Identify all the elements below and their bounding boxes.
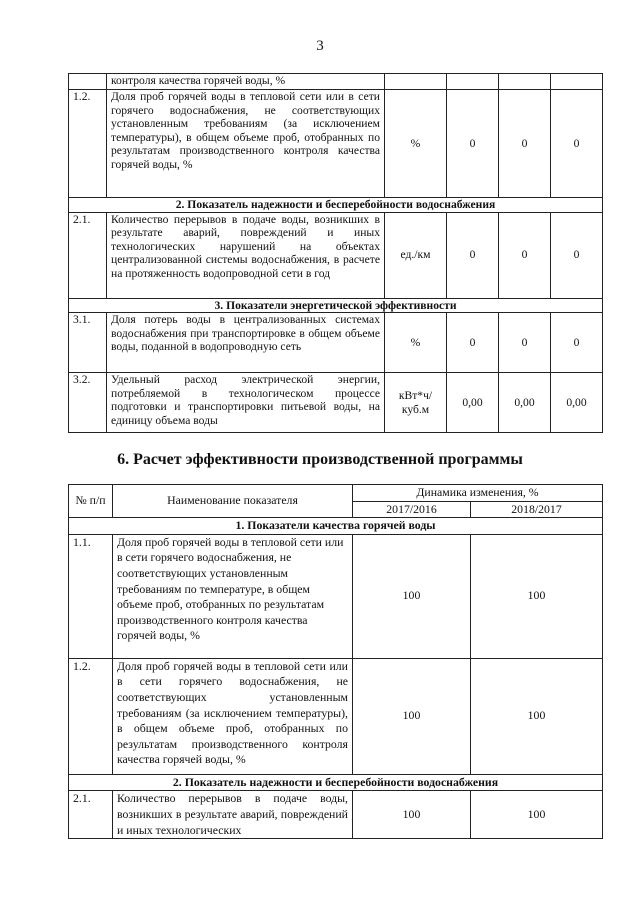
row-value: 100: [353, 791, 471, 839]
section-title: 1. Показатели качества горячей воды: [69, 518, 603, 535]
efficiency-table: [68, 484, 603, 839]
header-dynamics: Динамика изменения, %: [353, 485, 603, 502]
row-description: Количество перерывов в подаче воды, возникших в результате аварий, повреждений и иных технологических нарушений на объектах централизованной системы водоснабжения, в расчете на протяженность водопроводной сети в год: [107, 212, 385, 298]
section-title-row: [69, 198, 603, 213]
row-number: 2.1.: [69, 791, 113, 839]
row-value: 0: [499, 313, 551, 373]
row-value: 0: [447, 90, 499, 198]
section-title: 3. Показатели энергетической эффективности: [69, 298, 603, 313]
row-unit: ед./км: [385, 212, 447, 298]
section-title: 2. Показатель надежности и бесперебойности водоснабжения: [69, 774, 603, 791]
row-description: Доля проб горячей воды в тепловой сети или в сети горячего водоснабжения, не соответствующих установленным требованиям (за исключением температуры), в общем объеме проб, отобранных по результатам производственного контроля качества горячей воды, %: [107, 90, 385, 198]
row-description: Доля проб горячей воды в тепловой сети или в сети горячего водоснабжения, не соответствующих установленным требованиям (за исключением температуры), в общем объеме проб, отобранных по результатам производственного контроля качества горячей воды, %: [113, 658, 353, 774]
header-num: № п/п: [69, 485, 113, 518]
header-col-2017: 2017/2016: [353, 501, 471, 518]
row-value: 0: [551, 90, 603, 198]
header-col-2018: 2018/2017: [471, 501, 603, 518]
row-number: [69, 74, 107, 90]
table-row: [69, 534, 603, 658]
row-value: 0: [447, 212, 499, 298]
table-row: [69, 658, 603, 774]
row-description: Доля потерь воды в централизованных системах водоснабжения при транспортировке в общем объеме воды, поданной в водопроводную сеть: [107, 313, 385, 373]
table-row: [69, 212, 603, 298]
row-value: 0: [499, 212, 551, 298]
row-number: 1.1.: [69, 534, 113, 658]
section-title: 2. Показатель надежности и бесперебойности водоснабжения: [69, 198, 603, 213]
row-value: 0: [551, 212, 603, 298]
row-unit: %: [385, 90, 447, 198]
row-unit: кВт*ч/ куб.м: [385, 373, 447, 433]
row-value: 100: [353, 534, 471, 658]
section-title-row: [69, 518, 603, 535]
header-row: [69, 485, 603, 502]
row-value: 0: [447, 313, 499, 373]
row-value: 100: [471, 534, 603, 658]
row-unit: %: [385, 313, 447, 373]
header-name: Наименование показателя: [113, 485, 353, 518]
row-value: 100: [353, 658, 471, 774]
row-value: 0,00: [447, 373, 499, 433]
row-value: 100: [471, 658, 603, 774]
row-number: 2.1.: [69, 212, 107, 298]
row-value: 0,00: [551, 373, 603, 433]
row-value: 0: [499, 90, 551, 198]
page-number: 3: [316, 38, 324, 54]
table-row: [69, 313, 603, 373]
table-row: [69, 90, 603, 198]
row-value: 0: [551, 313, 603, 373]
row-value: 100: [471, 791, 603, 839]
row-description: Количество перерывов в подаче воды, возникших в результате аварий, повреждений и иных технологических: [113, 791, 353, 839]
row-number: 1.2.: [69, 658, 113, 774]
indicators-table: [68, 73, 603, 433]
row-number: 1.2.: [69, 90, 107, 198]
row-description: Удельный расход электрической энергии, потребляемой в технологическом процессе подготовки и транспортировки питьевой воды, на единицу объема воды: [107, 373, 385, 433]
row-number: 3.1.: [69, 313, 107, 373]
row-number: 3.2.: [69, 373, 107, 433]
section-title-row: [69, 774, 603, 791]
section-heading: 6. Расчет эффективности производственной программы: [117, 451, 523, 468]
row-value: 0,00: [499, 373, 551, 433]
table-row: [69, 373, 603, 433]
table-row: [69, 74, 603, 90]
row-description: Доля проб горячей воды в тепловой сети или в сети горячего водоснабжения, не соответствующих установленным требованиям по температуре, в общем объеме проб, отобранных по результатам производственного контроля качества горячей воды, %: [113, 534, 353, 658]
section-title-row: [69, 298, 603, 313]
row-description: контроля качества горячей воды, %: [107, 74, 385, 90]
table-row: [69, 791, 603, 839]
